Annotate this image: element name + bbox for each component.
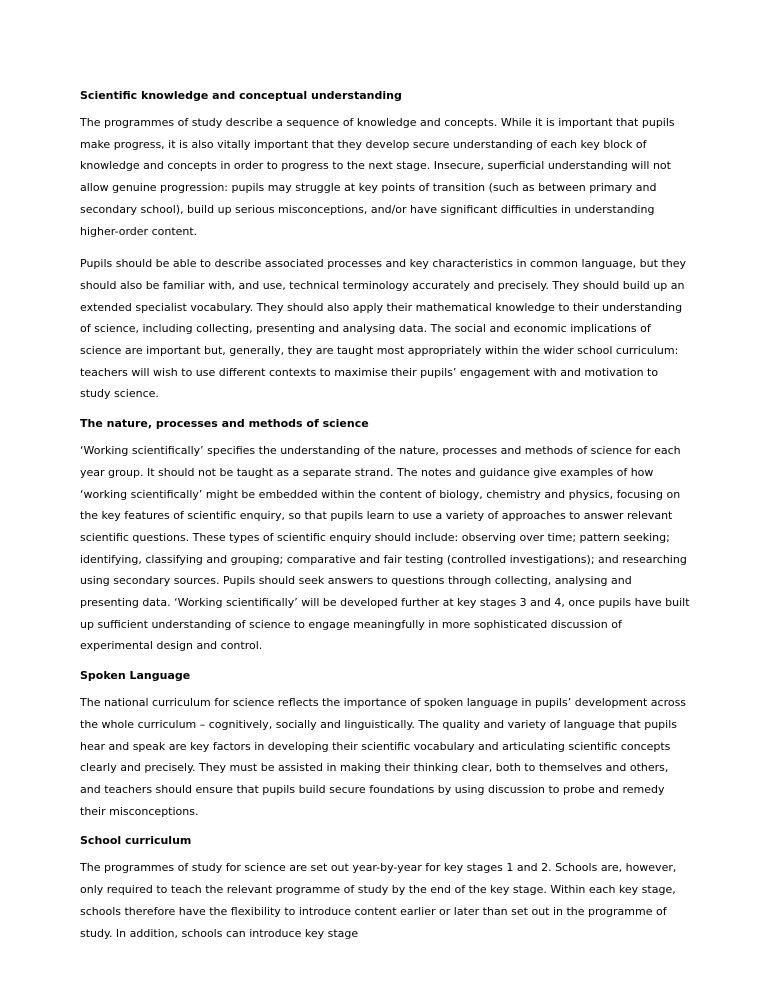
paragraph-spoken-language: The national curriculum for science reflects the importance of spoken language in pupils’ development across the whole curriculum – cognitively, socially and linguistically. The quality and variety of language that pupils hear and speak are key factors in developing their scientific vocabulary and articulating scientific concepts clearly and precisely. They must be assisted in making their thinking clear, both to themselves and others, and teachers should ensure that pupils build secure foundations by using discussion to probe and remedy their misconceptions. [80, 696, 687, 818]
document-page [80, 88, 692, 955]
section-heading-spoken-language: Spoken Language [80, 669, 191, 683]
paragraph-pupils-describe-processes: Pupils should be able to describe associated processes and key characteristics in common language, but they should also be familiar with, and use, technical terminology accurately and precisely. They should build up an extended specialist vocabulary. They should also apply their mathematical knowledge to their understanding of science, including collecting, presenting and analysing data. The social and economic implications of science are important but, generally, they are taught most appropriately within the wider school curriculum: teachers will wish to use different contexts to maximise their pupils’ engagement with and motivation to study science. [80, 257, 686, 401]
paragraph-programmes-of-study: The programmes of study describe a sequence of knowledge and concepts. While it is important that pupils make progress, it is also vitally important that they develop secure understanding of each key block of knowledge and concepts in order to progress to the next stage. Insecure, superficial understanding will not allow genuine progression: pupils may struggle at key points of transition (such as between primary and secondary school), build up serious misconceptions, and/or have significant difficulties in understanding higher-order content. [80, 116, 675, 238]
section-heading-nature-processes: The nature, processes and methods of science [80, 417, 369, 431]
paragraph-working-scientifically: ‘Working scientifically’ specifies the understanding of the nature, processes and methods of science for each year group. It should not be taught as a separate strand. The notes and guidance give examples of how ‘working scientifically’ might be embedded within the content of biology, chemistry and physics, focusing on the key features of scientific enquiry, so that pupils learn to use a variety of approaches to answer relevant scientific questions. These types of scientific enquiry should include: observing over time; pattern seeking; identifying, classifying and grouping; comparative and fair testing (controlled investigations); and researching using secondary sources. Pupils should seek answers to questions through collecting, analysing and presenting data. ‘Working scientifically’ will be developed further at key stages 3 and 4, once pupils have built up sufficient understanding of science to engage meaningfully in more sophisticated discussion of experimental design and control. [80, 444, 690, 653]
section-heading-scientific-knowledge: Scientific knowledge and conceptual understanding [80, 89, 402, 102]
paragraph-school-curriculum: The programmes of study for science are set out year-by-year for key stages 1 and 2. Schools are, however, only required to teach the relevant programme of study by the end of the key stage. Within each key stage, schools therefore have the flexibility to introduce content earlier or later than set out in the programme of study. In addition, schools can introduce key stage [80, 861, 677, 940]
section-heading-school-curriculum: School curriculum [80, 834, 192, 848]
